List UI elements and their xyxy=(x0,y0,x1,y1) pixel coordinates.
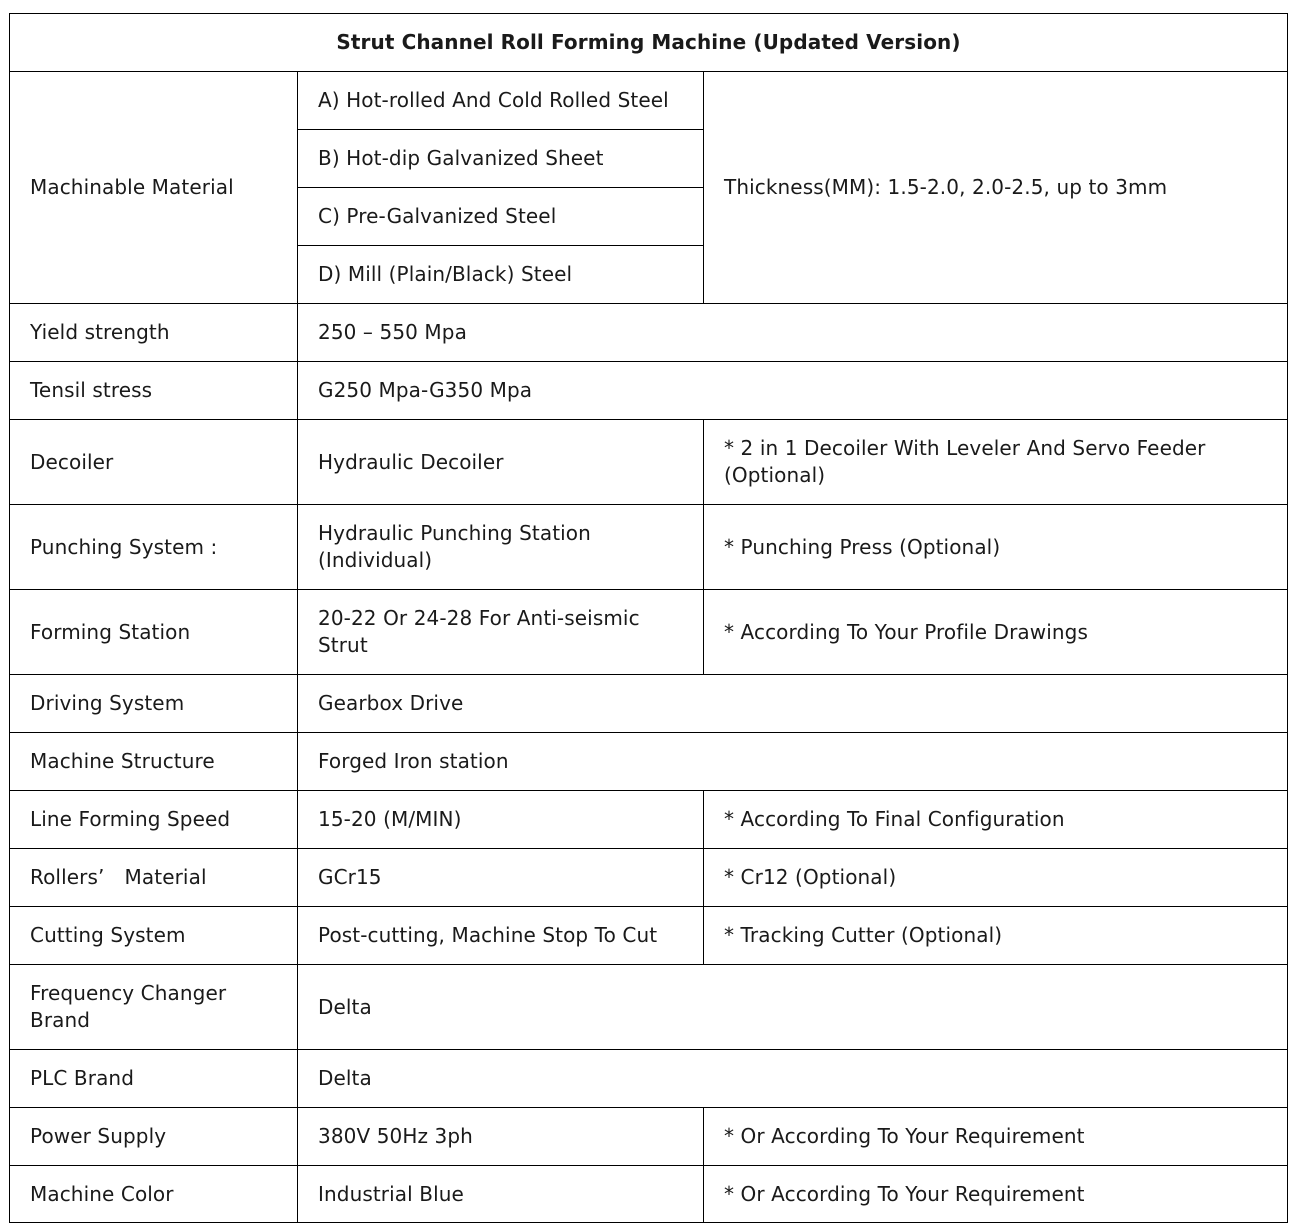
row-value: G250 Mpa-G350 Mpa xyxy=(298,362,1288,420)
row-value: 250 – 550 Mpa xyxy=(298,304,1288,362)
material-option: A) Hot-rolled And Cold Rolled Steel xyxy=(298,72,704,130)
material-option: B) Hot-dip Galvanized Sheet xyxy=(298,130,704,188)
table-row xyxy=(10,1108,1288,1166)
row-label: Machinable Material xyxy=(10,72,298,304)
title-row xyxy=(10,14,1288,72)
table-row xyxy=(10,505,1288,590)
table-row xyxy=(10,72,1288,130)
row-value: Delta xyxy=(298,1050,1288,1108)
row-value: Forged Iron station xyxy=(298,733,1288,791)
table-row xyxy=(10,965,1288,1050)
row-label: Frequency Changer Brand xyxy=(10,965,298,1050)
row-label: Cutting System xyxy=(10,907,298,965)
table-row xyxy=(10,791,1288,849)
row-note: * According To Your Profile Drawings xyxy=(704,590,1288,675)
row-label: Driving System xyxy=(10,675,298,733)
row-value: Delta xyxy=(298,965,1288,1050)
row-value: 380V 50Hz 3ph xyxy=(298,1108,704,1166)
row-label: Tensil stress xyxy=(10,362,298,420)
row-label: Line Forming Speed xyxy=(10,791,298,849)
table-row xyxy=(10,849,1288,907)
thickness-note: Thickness(MM): 1.5-2.0, 2.0-2.5, up to 3mm xyxy=(704,72,1288,304)
table-row xyxy=(10,733,1288,791)
row-value: Post-cutting, Machine Stop To Cut xyxy=(298,907,704,965)
row-label: Power Supply xyxy=(10,1108,298,1166)
row-label: Punching System : xyxy=(10,505,298,590)
table-row xyxy=(10,590,1288,675)
row-value: Hydraulic Decoiler xyxy=(298,420,704,505)
row-value: 15-20 (M/MIN) xyxy=(298,791,704,849)
row-value: Gearbox Drive xyxy=(298,675,1288,733)
material-option: C) Pre-Galvanized Steel xyxy=(298,188,704,246)
spec-table xyxy=(9,13,1288,1223)
row-value: Hydraulic Punching Station (Individual) xyxy=(298,505,704,590)
row-note: * According To Final Configuration xyxy=(704,791,1288,849)
table-row xyxy=(10,304,1288,362)
row-label: Machine Color xyxy=(10,1166,298,1223)
row-label: Yield strength xyxy=(10,304,298,362)
table-row xyxy=(10,675,1288,733)
row-value: 20-22 Or 24-28 For Anti-seismic Strut xyxy=(298,590,704,675)
row-note: * 2 in 1 Decoiler With Leveler And Servo Feeder (Optional) xyxy=(704,420,1288,505)
row-label: Rollers’ Material xyxy=(10,849,298,907)
table-row xyxy=(10,362,1288,420)
material-option: D) Mill (Plain/Black) Steel xyxy=(298,246,704,304)
row-label: Forming Station xyxy=(10,590,298,675)
row-note: * Or According To Your Requirement xyxy=(704,1166,1288,1223)
table-title: Strut Channel Roll Forming Machine (Updated Version) xyxy=(10,14,1288,72)
row-value: Industrial Blue xyxy=(298,1166,704,1223)
row-note: * Cr12 (Optional) xyxy=(704,849,1288,907)
table-row xyxy=(10,1050,1288,1108)
row-label: PLC Brand xyxy=(10,1050,298,1108)
row-note: * Punching Press (Optional) xyxy=(704,505,1288,590)
row-label: Machine Structure xyxy=(10,733,298,791)
row-note: * Or According To Your Requirement xyxy=(704,1108,1288,1166)
table-row xyxy=(10,420,1288,505)
table-row xyxy=(10,907,1288,965)
row-value: GCr15 xyxy=(298,849,704,907)
table-row xyxy=(10,1166,1288,1223)
row-note: * Tracking Cutter (Optional) xyxy=(704,907,1288,965)
row-label: Decoiler xyxy=(10,420,298,505)
